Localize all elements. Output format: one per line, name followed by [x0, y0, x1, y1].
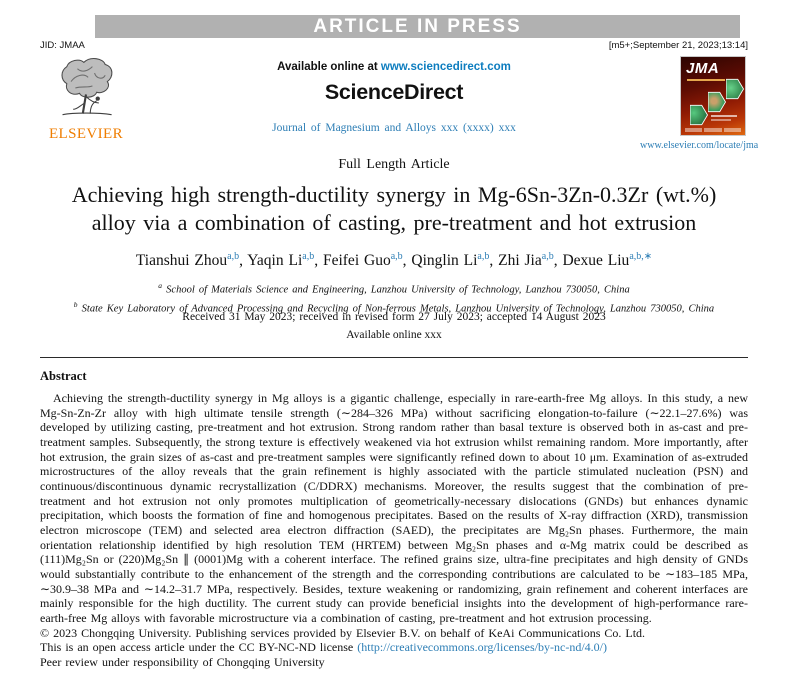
cover-footer-logos: [685, 128, 741, 132]
available-online-prefix: Available online at: [277, 61, 381, 73]
article-title: Achieving high strength-ductility synergy in Mg-6Sn-3Zn-0.3Zr (wt.%) alloy via a combination of casting, pre-treatment and hot extrusion: [71, 182, 717, 235]
jma-logo-text: JMA: [686, 60, 720, 77]
jma-cover-image[interactable]: [680, 56, 746, 136]
cover-hexagon-micrograph: [684, 104, 708, 126]
author-name: Qinglin Li: [411, 252, 478, 270]
author-separator: ,: [489, 252, 499, 270]
sciencedirect-link[interactable]: www.sciencedirect.com: [380, 61, 511, 73]
journal-cover-block: [640, 56, 759, 151]
author-affil-sup: a,b,∗: [629, 251, 653, 262]
author-affil-sup: a,b: [390, 251, 403, 262]
peer-review-line: Peer review under responsibility of Chongqing University: [40, 654, 325, 669]
license-link[interactable]: (http://creativecommons.org/licenses/by-nc-nd/4.0/): [357, 640, 607, 655]
section-label: Full Length Article: [338, 157, 450, 172]
author-affil-sup: a,b: [227, 251, 240, 262]
sciencedirect-wordmark: ScienceDirect: [324, 80, 464, 104]
license-prefix: This is an open access article under the CC BY-NC-ND license: [40, 640, 358, 655]
author-separator: ,: [402, 252, 412, 270]
author-name: Yaqin Li: [247, 252, 303, 270]
locate-jma-link[interactable]: www.elsevier.com/locate/jma: [640, 140, 759, 151]
timestamp-label: [m5+;September 21, 2023;13:14]: [608, 40, 748, 51]
author-separator: ,: [239, 252, 248, 270]
abstract-divider-rule: [40, 357, 748, 358]
article-in-press-banner: ARTICLE IN PRESS: [95, 15, 740, 38]
masthead-center: [179, 61, 609, 134]
author-name: Dexue Liu: [562, 252, 630, 270]
elsevier-wordmark: ELSEVIER: [48, 126, 124, 142]
elsevier-logo: [40, 56, 132, 143]
author-name: Tianshui Zhou: [135, 252, 228, 270]
cover-hexagon-micrograph: [720, 78, 744, 100]
abstract-block: [40, 391, 748, 669]
affiliation-line: [40, 279, 748, 298]
author-name: Zhi Jia: [498, 252, 542, 270]
license-line: [40, 640, 748, 655]
cover-caption-bar: [711, 115, 737, 117]
affiliation-sup: a: [158, 281, 163, 290]
proof-meta-row: [40, 40, 748, 51]
cover-caption-bar: [711, 119, 731, 121]
author-separator: ,: [553, 252, 563, 270]
author-name: Feifei Guo: [322, 252, 391, 270]
affiliation-text: School of Materials Science and Engineering, Lanzhou University of Technology, Lanzhou 730050, China: [166, 284, 630, 296]
elsevier-tree-icon: [50, 107, 122, 124]
article-history-line: Received 31 May 2023; received in revised form 27 July 2023; accepted 14 August 2023: [182, 311, 606, 323]
available-online-xxx: Available online xxx: [346, 329, 442, 341]
author-affil-sup: a,b: [302, 251, 315, 262]
author-separator: ,: [314, 252, 323, 270]
abstract-text: Achieving the strength-ductility synergy in Mg alloys is a gigantic challenge, especially in rare-earth-free Mg alloys. In this study, a new Mg-Sn-Zn-Zr alloy with high ultimate tensile strength (∼284–326 MPa) without sacrificing elongation-to-failure (∼22.1–27.6%) was developed by utilizing casting, pre-treatment and hot extrusion. Strong random rather than basal texture is observed both in as-cast and pre-treatment samples. Subsequently, the strong texture is effectively weakened via hot extrusion whilst remaining random. More importantly, after hot extrusion, the grain sizes of as-cast and pre-treatment samples were significantly refined down to about 10 μm. Examination of as-extruded microstructures of the alloy reveals that the grain refinement is highly associated with the particle stimulated nucleation (PSN) and continuous/discontinuous dynamic recrystallization (C/DDRX) mechanisms. Moreover, the results suggest that the combination of pre-treatment and hot extrusion not only promotes multiplication of geometrically-necessary dislocations (GNDs) but enhances dynamic precipitation, which boosts the formation of fine and homogenous precipitates. Based on the results of X-ray diffraction (XRD), transmission electron microscope (TEM) and selected area electron diffraction (SAED), the precipitates are Mg₂Sn phases. Furthermore, the main orientation relationship identified by high resolution TEM (HRTEM) between Mg₂Sn phases and α-Mg matrix could be described as (111)Mg₂Sn or (220)Mg₂Sn ∥ (0001)Mg with a coherent interface. The refined grains size, ultra-fine precipitates and high density of GNDs would substantially contribute to the enhancement of the strength and the corresponding contributions are calculated to be ∼183–185 MPa, ∼30.9–38 MPa and ∼14.2–31.7 MPa, respectively. Besides, texture weakening or randomizing, grain refinement and coherent interfaces are mainly responsible for the high ductility. The current study can provide beneficial insights into the development of high-performance rare-earth-free Mg alloys with favorable microstructure via a combination of casting, pre-treatment and hot extrusion processing.: [40, 391, 748, 625]
affiliation-text: State Key Laboratory of Advanced Processing and Recycling of Non-ferrous Metals, Lanzhou University of Technology, Lanzhou 730050, China: [81, 303, 715, 315]
jma-cover-subtitle-bar: [687, 79, 725, 81]
cover-hexagon-micrograph: [702, 91, 726, 113]
copyright-line: © 2023 Chongqing University. Publishing services provided by Elsevier B.V. on behalf of KeAi Communications Co. Ltd.: [40, 625, 646, 640]
author-affil-sup: a,b: [541, 251, 554, 262]
abstract-heading: Abstract: [40, 369, 87, 383]
jid-label: JID: JMAA: [40, 40, 85, 51]
affiliation-sup: b: [73, 300, 78, 309]
journal-citation: Journal of Magnesium and Alloys xxx (xxxx) xxx: [272, 122, 516, 134]
author-affil-sup: a,b: [477, 251, 490, 262]
authors-line: [0, 251, 788, 270]
available-online-line: [179, 61, 609, 73]
